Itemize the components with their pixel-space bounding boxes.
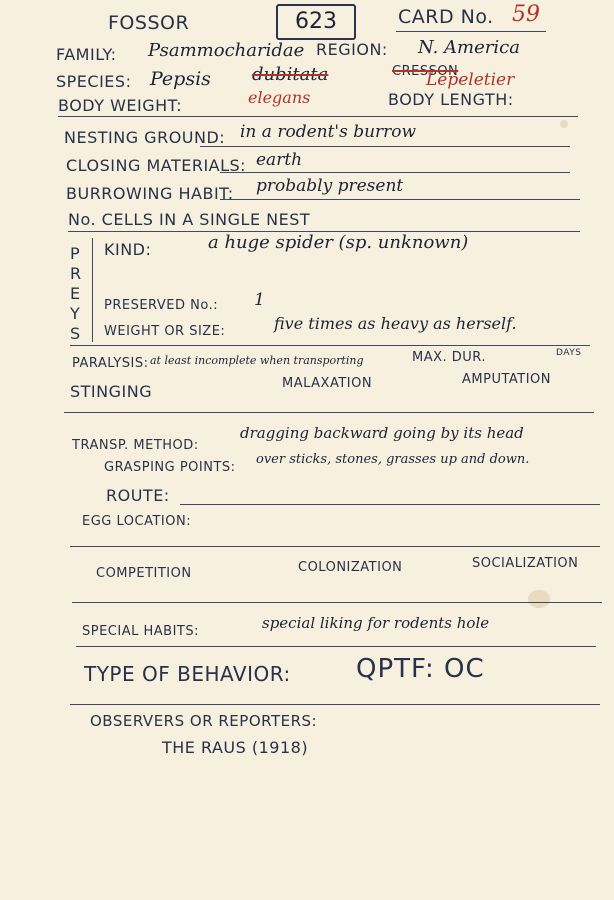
paralysis-value: at least incomplete when transporting xyxy=(150,354,364,367)
body-length-label: BODY LENGTH: xyxy=(388,90,514,109)
header-underline xyxy=(396,31,546,32)
observers-value: THE RAUS (1918) xyxy=(162,738,309,757)
species-label: SPECIES: xyxy=(56,72,132,91)
transport-method-value: dragging backward going by its head xyxy=(240,424,524,442)
stinging-label: STINGING xyxy=(70,382,153,401)
cells-label: No. CELLS IN A SINGLE NEST xyxy=(68,210,311,229)
grasping-points-label: GRASPING POINTS: xyxy=(104,460,236,475)
weight-size-value: five times as heavy as herself. xyxy=(274,314,517,333)
body-weight-label: BODY WEIGHT: xyxy=(58,96,183,115)
amputation-label: AMPUTATION xyxy=(462,372,552,387)
closing-rule xyxy=(220,172,570,173)
species-author: Lepeletier xyxy=(426,70,515,90)
behavior-rule xyxy=(70,704,600,705)
stain xyxy=(528,590,550,608)
egg-location-label: EGG LOCATION: xyxy=(82,514,192,529)
interactions-rule xyxy=(72,602,602,603)
preys-divider xyxy=(92,238,93,342)
competition-label: COMPETITION xyxy=(96,566,192,581)
preys-letter: S xyxy=(70,324,81,343)
special-rule xyxy=(76,646,596,647)
region-value: N. America xyxy=(418,37,520,58)
special-habits-label: SPECIAL HABITS: xyxy=(82,624,199,639)
region-label: REGION: xyxy=(316,40,388,59)
nesting-ground-label: NESTING GROUND: xyxy=(64,128,226,147)
card-title: FOSSOR xyxy=(108,12,190,34)
egg-rule xyxy=(70,546,600,547)
preserved-value: 1 xyxy=(254,290,265,310)
card-no-label: CARD No. xyxy=(398,6,494,28)
preys-letter: Y xyxy=(70,304,80,323)
burrowing-habit-value: probably present xyxy=(256,176,404,196)
preserved-label: PRESERVED No.: xyxy=(104,298,219,313)
species-author-struck: CRESSON xyxy=(392,64,459,79)
colonization-label: COLONIZATION xyxy=(298,560,403,575)
paralysis-rule xyxy=(64,412,594,413)
behavior-type-value: QPTF: OC xyxy=(356,654,485,684)
species-genus: Pepsis xyxy=(150,68,211,90)
preys-letter: E xyxy=(70,284,81,303)
closing-materials-value: earth xyxy=(256,150,303,170)
preys-rule xyxy=(70,345,590,346)
nesting-ground-value: in a rodent's burrow xyxy=(240,122,417,142)
max-dur-label: MAX. DUR. xyxy=(412,350,487,365)
card-no-value: 59 xyxy=(512,2,540,27)
preys-letter: P xyxy=(70,244,80,263)
species-struck: dubitata xyxy=(252,64,329,85)
socialization-label: SOCIALIZATION xyxy=(472,556,579,571)
weight-size-label: WEIGHT OR SIZE: xyxy=(104,324,226,339)
special-habits-value: special liking for rodents hole xyxy=(262,614,490,632)
nesting-rule xyxy=(200,146,570,147)
behavior-type-label: TYPE OF BEHAVIOR: xyxy=(84,662,291,686)
species-correction: elegans xyxy=(248,88,311,107)
burrowing-rule xyxy=(220,199,580,200)
route-rule xyxy=(180,504,600,505)
preys-letter: R xyxy=(70,264,82,283)
card-number-box: 623 xyxy=(276,4,356,40)
observers-label: OBSERVERS OR REPORTERS: xyxy=(90,712,318,730)
grasping-points-value: over sticks, stones, grasses up and down. xyxy=(256,452,530,467)
stain xyxy=(560,120,568,128)
burrowing-habit-label: BURROWING HABIT: xyxy=(66,184,234,203)
family-value: Psammocharidae xyxy=(148,40,305,61)
family-label: FAMILY: xyxy=(56,45,117,64)
closing-materials-label: CLOSING MATERIALS: xyxy=(66,156,247,175)
body-rule xyxy=(58,116,578,117)
prey-kind-value: a huge spider (sp. unknown) xyxy=(208,232,469,253)
days-label: DAYS xyxy=(556,348,582,358)
paralysis-label: PARALYSIS: xyxy=(72,356,149,371)
route-label: ROUTE: xyxy=(106,486,170,505)
transport-method-label: TRANSP. METHOD: xyxy=(72,438,199,453)
prey-kind-label: KIND: xyxy=(104,240,152,259)
malaxation-label: MALAXATION xyxy=(282,376,373,391)
